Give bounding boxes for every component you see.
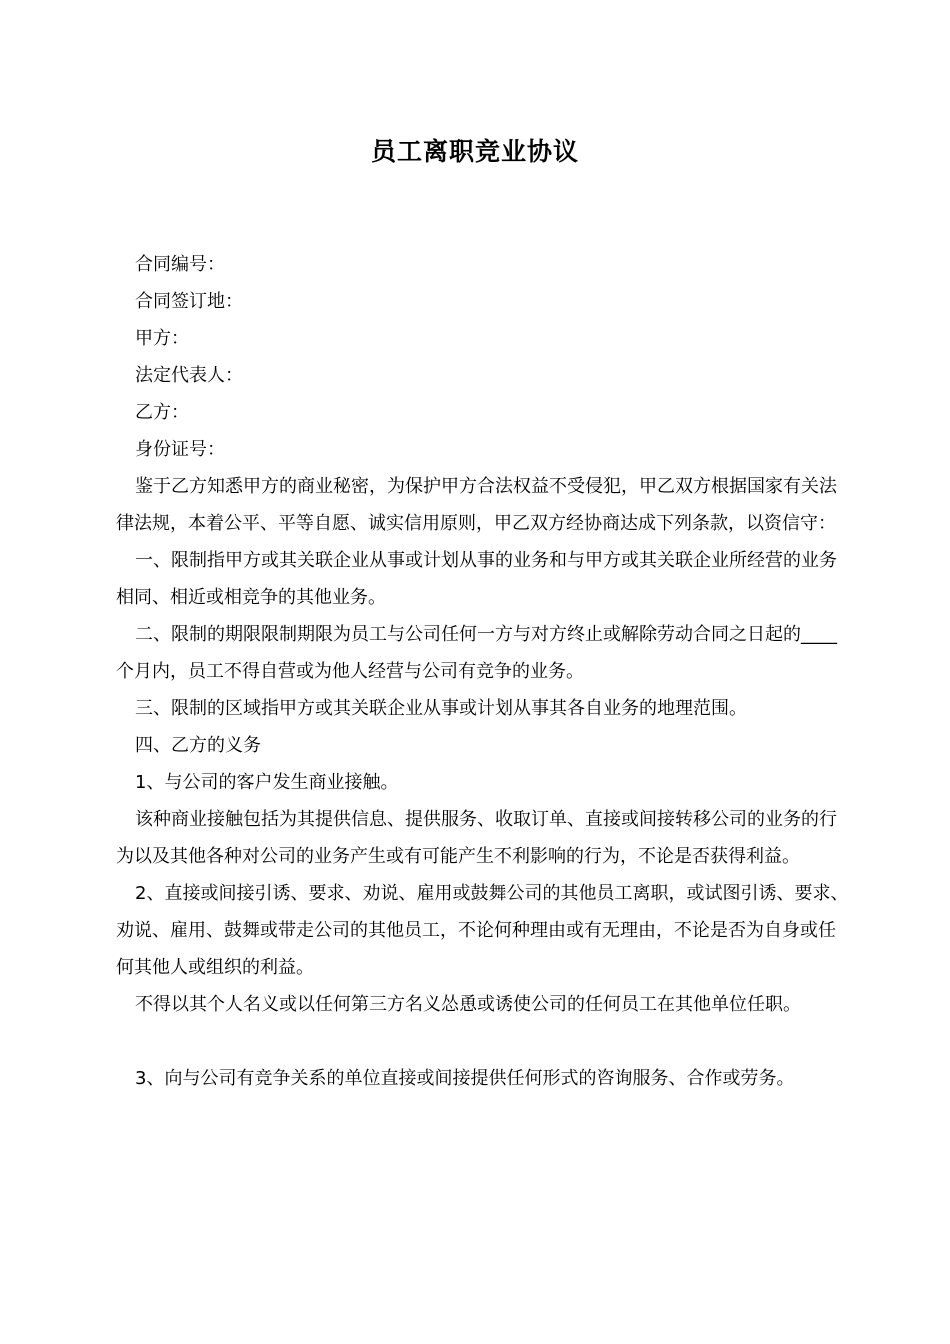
preamble-paragraph: 鉴于乙方知悉甲方的商业秘密，为保护甲方合法权益不受侵犯，甲乙双方根据国家有关法律法规，本着公平、平等自愿、诚实信用原则，甲乙双方经协商达成下列条款，以资信守： [116,476,837,534]
field-sign-place: 合同签订地： [135,291,243,312]
clause-3: 三、限制的区域指甲方或其关联企业从事或计划从事其各自业务的地理范围。 [135,698,747,719]
document-title: 员工离职竞业协议 [370,137,579,166]
obligation-item-2-detail: 不得以其个人名义或以任何第三方名义怂恿或诱使公司的任何员工在其他单位任职。 [135,994,801,1015]
field-party-b: 乙方： [135,402,189,423]
obligation-item-2: 2、直接或间接引诱、要求、劝说、雇用或鼓舞公司的其他员工离职，或试图引诱、要求、劝说、雇用、鼓舞或带走公司的其他员工，不论何种理由或有无理由，不论是否为自身或任何其他人或组织的利益。 [116,883,849,978]
clause-2: 二、限制的期限限制期限为员工与公司任何一方与对方终止或解除劳动合同之日起的____个月内，员工不得自营或为他人经营与公司有竞争的业务。 [116,624,837,682]
paragraph-spacer [116,1023,850,1060]
clause-1: 一、限制指甲方或其关联企业从事或计划从事的业务和与甲方或其关联企业所经营的业务相同、相近或相竞争的其他业务。 [116,550,837,608]
clause-4-heading: 四、乙方的义务 [135,735,261,756]
field-party-a: 甲方： [135,328,189,349]
field-contract-no: 合同编号： [135,254,225,275]
obligation-item-1: 1、与公司的客户发生商业接触。 [135,772,399,793]
obligation-item-3: 3、向与公司有竞争关系的单位直接或间接提供任何形式的咨询服务、合作或劳务。 [135,1068,795,1089]
field-id-no: 身份证号： [135,439,225,460]
field-legal-rep: 法定代表人： [135,365,243,386]
obligation-item-1-detail: 该种商业接触包括为其提供信息、提供服务、收取订单、直接或间接转移公司的业务的行为以及其他各种对公司的业务产生或有可能产生不利影响的行为，不论是否获得利益。 [116,809,837,867]
document-body [116,246,850,1097]
